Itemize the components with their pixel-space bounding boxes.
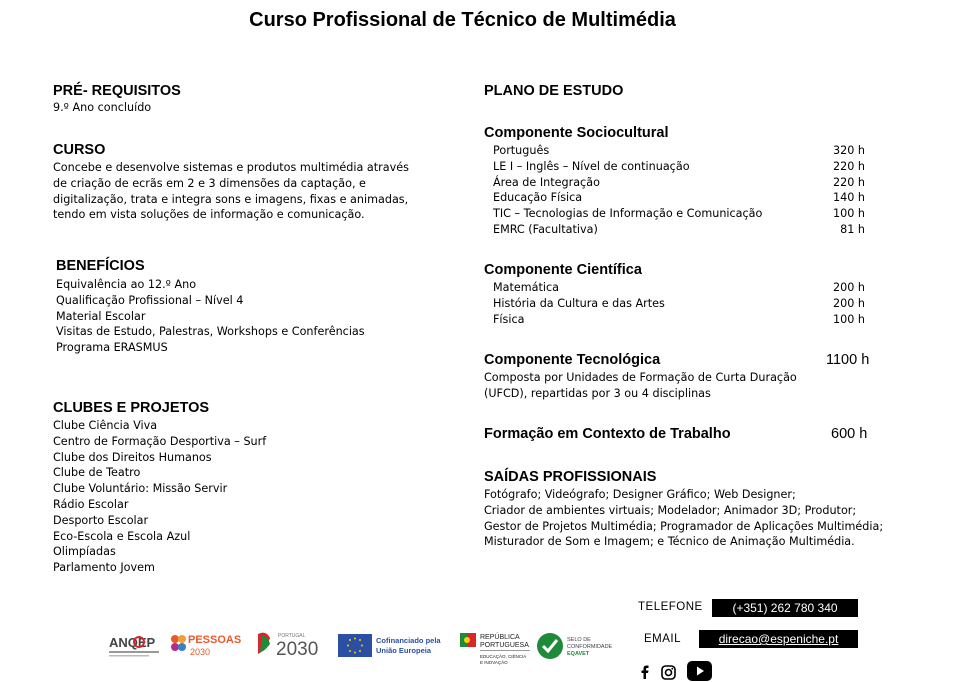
subject-hours: 100 h (832, 312, 865, 326)
pessoas-2030-logo (168, 629, 242, 659)
subject-name: Português (493, 144, 550, 157)
sociocultural-table (493, 143, 865, 238)
eqavet-text-1: SELO DE (567, 637, 591, 643)
curso-line: digitalização, trata e integra sons e imagens, fixas e animadas, (53, 192, 409, 206)
list-item: Parlamento Jovem (53, 561, 155, 575)
subject-name: Matemática (493, 281, 560, 294)
sociocultural-heading: Componente Sociocultural (484, 125, 669, 141)
eqavet-logo (537, 631, 623, 661)
subject-name: EMRC (Facultativa) (493, 222, 598, 236)
list-item: Clube dos Direitos Humanos (53, 450, 212, 464)
subject-name: LE I – Inglês – Nível de continuação (493, 159, 690, 173)
list-item: Centro de Formação Desportiva – Surf (53, 434, 267, 448)
list-item: Clube Voluntário: Missão Servir (53, 482, 228, 496)
republica-text-4: E INOVAÇÃO (480, 660, 508, 665)
table-row (493, 159, 865, 175)
subject-name: TIC – Tecnologias de Informação e Comunicação (493, 207, 763, 221)
tecnologica-description (484, 370, 797, 402)
cientifica-heading: Componente Científica (484, 262, 642, 278)
facebook-icon[interactable] (640, 665, 650, 679)
list-item: Rádio Escolar (53, 497, 129, 511)
table-row (493, 312, 865, 328)
republica-text-2: PORTUGUESA (480, 642, 529, 649)
plano-heading: PLANO DE ESTUDO (484, 83, 624, 99)
portugal-2030-logo (256, 628, 326, 658)
republica-text-3: EDUCAÇÃO, CIÊNCIA (480, 654, 527, 659)
tecnologica-heading: Componente Tecnológica (484, 352, 661, 368)
subject-hours: 200 h (832, 281, 865, 294)
prereq-heading: PRÉ- REQUISITOS (53, 83, 181, 99)
curso-description (53, 160, 413, 223)
curso-line: tendo em vista soluções de informação e comunicação. (53, 208, 365, 222)
curso-line: de criação de ecrãs em 2 e 3 dimensões da captação, e (53, 176, 366, 190)
republica-text-1: REPÚBLICA (480, 634, 520, 641)
beneficios-heading: BENEFÍCIOS (56, 258, 145, 274)
instagram-icon[interactable] (661, 665, 676, 680)
beneficios-list (56, 277, 365, 356)
list-item: Eco-Escola e Escola Azul (53, 529, 191, 543)
subject-hours: 220 h (832, 175, 865, 189)
saidas-heading: SAÍDAS PROFISSIONAIS (484, 469, 657, 485)
table-row (493, 143, 865, 159)
portugal-small-text: PORTUGAL (278, 633, 306, 639)
fct-heading: Formação em Contexto de Trabalho (484, 426, 731, 442)
email-link[interactable]: direcao@espeniche.pt (699, 630, 858, 648)
cientifica-table (493, 280, 865, 327)
saidas-line: Gestor de Projetos Multimédia; Programador de Aplicações Multimédia; (484, 519, 884, 533)
subject-name: História da Cultura e das Artes (493, 296, 665, 310)
subject-hours: 220 h (832, 159, 865, 173)
list-item: Clube de Teatro (53, 466, 141, 480)
prereq-text: 9.º Ano concluído (53, 101, 152, 114)
eqavet-text-2: CONFORMIDADE (567, 644, 613, 650)
list-item: Qualificação Profissional – Nível 4 (56, 293, 244, 307)
anqep-text: ANQEP (109, 635, 156, 650)
clubes-list (53, 418, 266, 576)
saidas-description (484, 487, 883, 550)
list-item: Visitas de Estudo, Palestras, Workshops e Conferências (56, 325, 365, 339)
eqavet-text-3: EQAVET (567, 651, 590, 657)
saidas-line: Misturador de Som e Imagem; e Técnico de Animação Multimédia. (484, 535, 855, 549)
saidas-line: Criador de ambientes virtuais; Modelador; Animador 3D; Produtor; (484, 503, 857, 517)
subject-hours: 140 h (832, 191, 865, 205)
table-row (493, 222, 865, 238)
eu-text-1: Cofinanciado pela (376, 636, 441, 645)
curso-line: Concebe e desenvolve sistemas e produtos multimédia através (53, 161, 409, 174)
list-item: Olimpíadas (53, 545, 116, 559)
telefone-label: TELEFONE (638, 601, 703, 613)
table-row (493, 175, 865, 191)
saidas-line: Fotógrafo; Videógrafo; Designer Gráfico; Web Designer; (484, 488, 796, 501)
curso-heading: CURSO (53, 142, 106, 158)
list-item: Desporto Escolar (53, 513, 149, 527)
subject-name: Educação Física (493, 191, 583, 205)
tecnologica-line: Composta por Unidades de Formação de Curta Duração (484, 371, 797, 384)
tecnologica-hours: 1100 h (826, 352, 870, 368)
subject-hours: 200 h (832, 296, 865, 310)
email-label: EMAIL (644, 633, 682, 645)
anqep-logo (109, 630, 165, 660)
subject-hours: 100 h (832, 207, 865, 221)
pessoas-year: 2030 (190, 647, 211, 657)
fct-hours: 600 h (831, 426, 868, 442)
eu-text-2: União Europeia (376, 646, 432, 655)
subject-hours: 81 h (840, 222, 865, 236)
table-row (493, 190, 865, 206)
telefone-value[interactable]: (+351) 262 780 340 (712, 599, 858, 617)
list-item: Equivalência ao 12.º Ano (56, 278, 197, 291)
youtube-icon[interactable] (686, 660, 713, 682)
page-title: Curso Profissional de Técnico de Multimédia (249, 9, 676, 31)
pessoas-text: PESSOAS (188, 634, 242, 646)
list-item: Programa ERASMUS (56, 341, 168, 355)
table-row (493, 296, 865, 312)
subject-name: Área de Integração (493, 175, 600, 189)
eu-cofinanciado-logo (338, 631, 448, 661)
portugal-year: 2030 (276, 639, 319, 658)
table-row (493, 206, 865, 222)
subject-hours: 320 h (832, 144, 865, 157)
republica-portuguesa-logo (460, 631, 532, 669)
table-row (493, 280, 865, 296)
clubes-heading: CLUBES E PROJETOS (53, 400, 210, 416)
subject-name: Física (493, 312, 525, 326)
list-item: Material Escolar (56, 309, 146, 323)
tecnologica-line: (UFCD), repartidas por 3 ou 4 disciplinas (484, 386, 711, 400)
list-item: Clube Ciência Viva (53, 419, 158, 432)
